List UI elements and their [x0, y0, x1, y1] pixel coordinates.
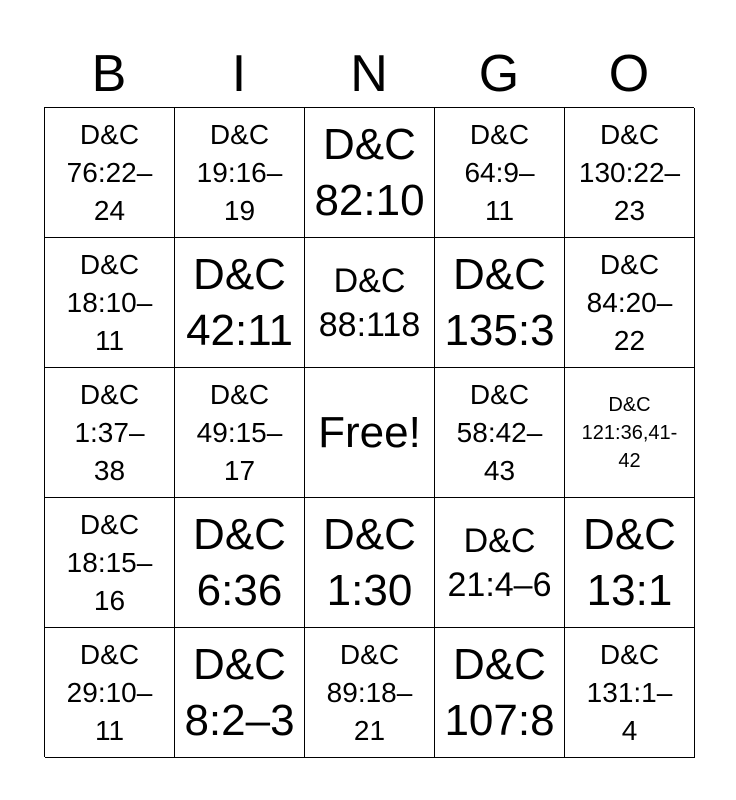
bingo-cell-r4-c2[interactable]	[175, 498, 305, 628]
bingo-cell-r5-c3[interactable]	[305, 628, 435, 758]
bingo-cell-r4-c4[interactable]	[435, 498, 565, 628]
bingo-cell-r5-c2[interactable]	[175, 628, 305, 758]
free-space-label: Free!	[318, 407, 421, 457]
bingo-cell-r5-c1[interactable]	[45, 628, 175, 758]
bingo-cell-r3-c5[interactable]	[565, 368, 695, 498]
bingo-cell-r4-c3[interactable]	[305, 498, 435, 628]
bingo-cell-r1-c2[interactable]	[175, 108, 305, 238]
bingo-cell-r3-c4[interactable]	[435, 368, 565, 498]
cell-text: D&C 8:2–3	[184, 639, 295, 745]
cell-text: D&C 76:22– 24	[66, 118, 153, 226]
bingo-cell-r1-c1[interactable]	[45, 108, 175, 238]
bingo-cell-r5-c5[interactable]	[565, 628, 695, 758]
cell-text: D&C 64:9– 11	[464, 118, 535, 226]
cell-text: D&C 49:15– 17	[196, 378, 283, 486]
cell-text: D&C 1:37– 38	[74, 378, 145, 486]
bingo-cell-r5-c4[interactable]	[435, 628, 565, 758]
cell-text: D&C 18:10– 11	[66, 248, 153, 356]
bingo-cell-r2-c4[interactable]	[435, 238, 565, 368]
cell-text: D&C 19:16– 19	[196, 118, 283, 226]
cell-text: D&C 21:4–6	[447, 521, 552, 604]
cell-text: D&C 135:3	[444, 249, 555, 355]
cell-text: D&C 130:22– 23	[578, 118, 681, 226]
header-letter-n: N	[350, 45, 388, 103]
cell-text: D&C 82:10	[314, 119, 425, 225]
cell-text: D&C 131:1– 4	[586, 638, 673, 746]
header-letter-b: B	[91, 45, 127, 103]
header-letter-i: I	[231, 45, 247, 103]
cell-text: D&C 29:10– 11	[66, 638, 153, 746]
bingo-cell-r2-c2[interactable]	[175, 238, 305, 368]
cell-text: D&C 84:20– 22	[586, 248, 673, 356]
bingo-cell-r1-c4[interactable]	[435, 108, 565, 238]
bingo-cell-r2-c1[interactable]	[45, 238, 175, 368]
cell-text: D&C 13:1	[583, 509, 676, 615]
cell-text: D&C 42:11	[186, 249, 293, 355]
cell-text: D&C 58:42– 43	[456, 378, 543, 486]
bingo-cell-r1-c3[interactable]	[305, 108, 435, 238]
bingo-cell-r2-c5[interactable]	[565, 238, 695, 368]
bingo-board	[44, 107, 694, 757]
cell-text: D&C 18:15– 16	[66, 508, 153, 616]
bingo-header	[44, 42, 694, 106]
bingo-cell-r3-c1[interactable]	[45, 368, 175, 498]
cell-text: D&C 107:8	[444, 639, 555, 745]
bingo-cell-r1-c5[interactable]	[565, 108, 695, 238]
cell-text: D&C 121:36,41- 42	[581, 393, 678, 472]
bingo-cell-r2-c3[interactable]	[305, 238, 435, 368]
cell-text: D&C 6:36	[193, 509, 286, 615]
cell-text: D&C 1:30	[323, 509, 416, 615]
header-letter-g: G	[478, 45, 520, 103]
bingo-cell-r3-c2[interactable]	[175, 368, 305, 498]
cell-text: D&C 88:118	[318, 261, 421, 344]
free-space-cell[interactable]	[305, 368, 435, 498]
bingo-cell-r4-c1[interactable]	[45, 498, 175, 628]
cell-text: D&C 89:18– 21	[326, 638, 413, 746]
header-letter-o: O	[608, 45, 650, 103]
bingo-cell-r4-c5[interactable]	[565, 498, 695, 628]
